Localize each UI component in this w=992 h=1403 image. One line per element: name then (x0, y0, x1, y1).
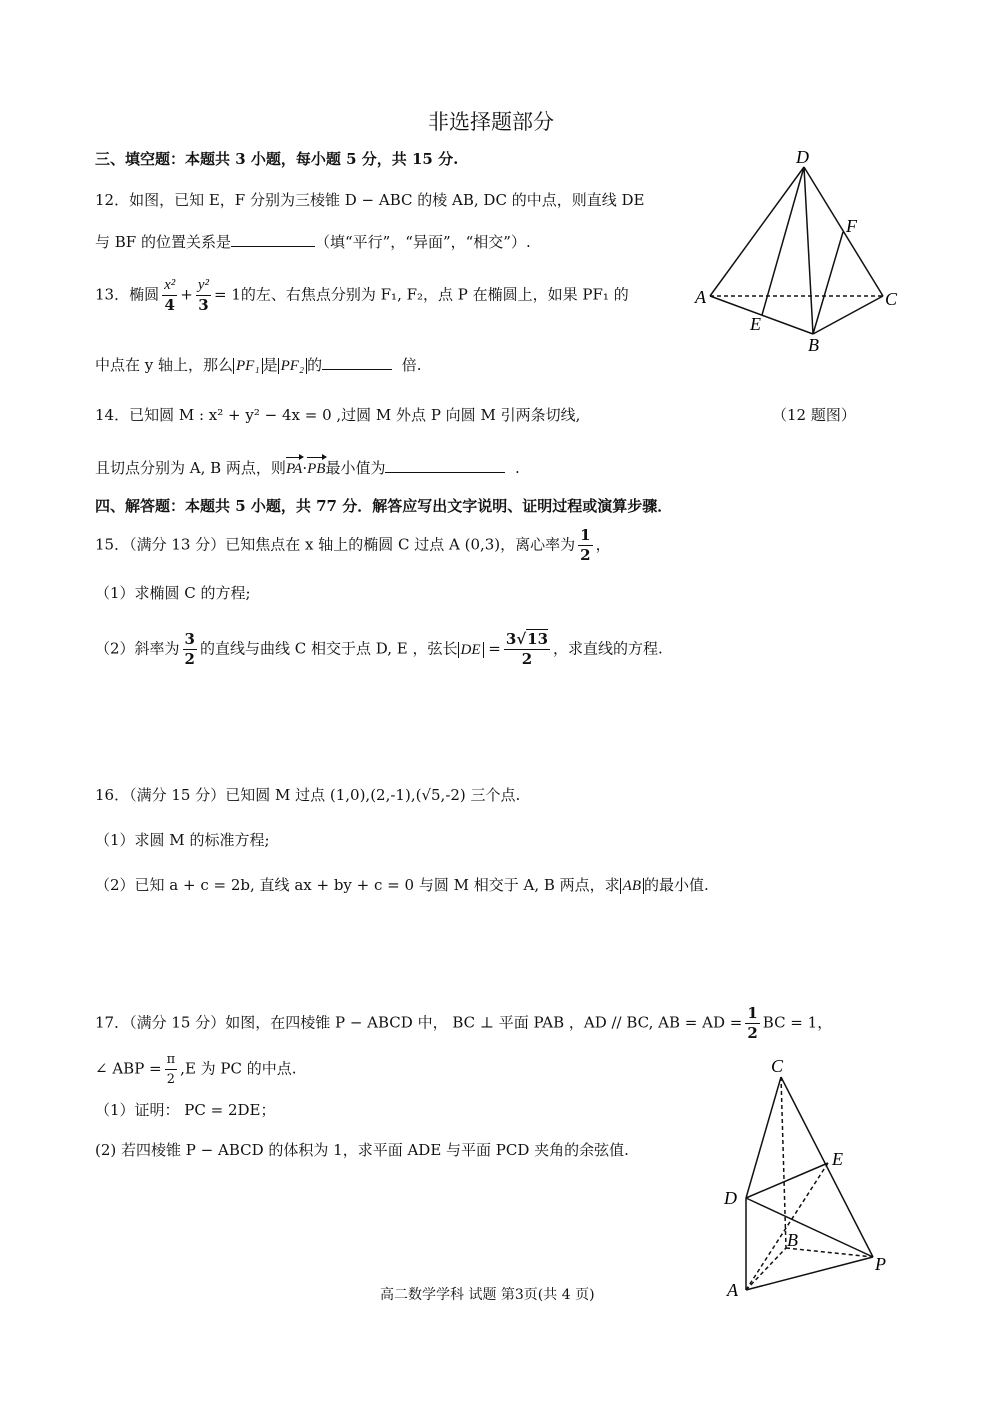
q17-line2: ∠ ABP = $\frac{\pi}{2}$ ,E 为 PC 的中点. (95, 1052, 297, 1087)
q17-line1: 17．（满分 15 分）如图，在四棱锥 P − ABCD 中， BC ⊥ 平面 PAB ，AD // BC, AB = AD = $\frac{1}{2}$ BC = 1， (95, 1004, 833, 1042)
q12-label-C: C (885, 289, 898, 309)
q12-label-A: A (695, 287, 706, 307)
part4-heading: 四、解答题：本题共 5 小题，共 77 分．解答应写出文字说明、证明过程或演算步骤． (95, 497, 673, 515)
q16-sub1: （1）求圆 M 的标准方程; (95, 831, 270, 849)
q17-label-E: E (832, 1149, 843, 1169)
q15-sub2: （2）斜率为 $\frac{3}{2}$ 的直线与曲线 C 相交于点 D, E ，弦长 DE = $\frac{3√13}{2}$ ，求直线的方程. (95, 630, 663, 668)
q14-line1: 14．已知圆 M : x² + y² − 4x = 0 ,过圆 M 外点 P 向圆 M 引两条切线, (95, 406, 581, 424)
section-title: 非选择题部分 (428, 110, 554, 134)
part3-heading: 三、填空题：本题共 3 小题，每小题 5 分，共 15 分. (95, 150, 459, 168)
q17-sub1: （1）证明： PC = 2DE； (95, 1101, 276, 1119)
q13-answer-blank[interactable] (322, 353, 392, 370)
q12-label-D: D (796, 147, 809, 167)
q12-line2: 与 BF 的位置关系是 （填“平行”，“异面”，“相交”）. (95, 230, 531, 252)
q13-line1: 13．椭圆 $\frac{\text{x²}}{4}$ + $\frac{\text{y²}}{3}$ = 1的左、右焦点分别为 F₁, F₂，点 P 在椭圆上，如果 PF₁ 的 (95, 277, 629, 314)
q12-answer-blank[interactable] (231, 230, 315, 247)
q12-label-E: E (750, 314, 761, 334)
q17-label-P: P (875, 1254, 886, 1274)
q17-label-C: C (771, 1056, 784, 1076)
q14-line2: 且切点分别为 A, B 两点，则PA·PB最小值为 . (95, 455, 520, 479)
q12-caption: （12 题图） (772, 406, 856, 424)
q14-answer-blank[interactable] (385, 456, 505, 473)
q16-line1: 16．（满分 15 分）已知圆 M 过点 (1,0),(2,-1),(√5,-2) 三个点. (95, 786, 521, 804)
q13-line2: 中点在 y 轴上，那么 PF₁ 是 PF₂ 的 倍. (95, 353, 421, 376)
q12-label-B: B (808, 335, 819, 355)
q17-label-D: D (724, 1188, 737, 1208)
q12-figure (690, 145, 910, 360)
q15-line1: 15．（满分 13 分）已知焦点在 x 轴上的椭圆 C 过点 A (0,3)，离心率为 $\frac{1}{2}$ ， (95, 526, 611, 564)
q17-label-A: A (727, 1280, 738, 1300)
q17-figure (715, 1050, 900, 1305)
q17-sub2: (2) 若四棱锥 P − ABCD 的体积为 1，求平面 ADE 与平面 PCD 夹角的余弦值. (95, 1141, 629, 1159)
q12-label-F: F (846, 216, 857, 236)
page-footer: 高二数学学科 试题 第3页(共 4 页) (380, 1287, 595, 1303)
q17-label-B: B (787, 1230, 798, 1250)
q16-sub2: （2）已知 a + c = 2b, 直线 ax + by + c = 0 与圆 M 相交于 A, B 两点，求 AB 的最小值. (95, 876, 709, 894)
q12-line1: 12．如图，已知 E，F 分别为三棱锥 D − ABC 的棱 AB, DC 的中点，则直线 DE (95, 191, 645, 209)
q15-sub1: （1）求椭圆 C 的方程; (95, 584, 251, 602)
